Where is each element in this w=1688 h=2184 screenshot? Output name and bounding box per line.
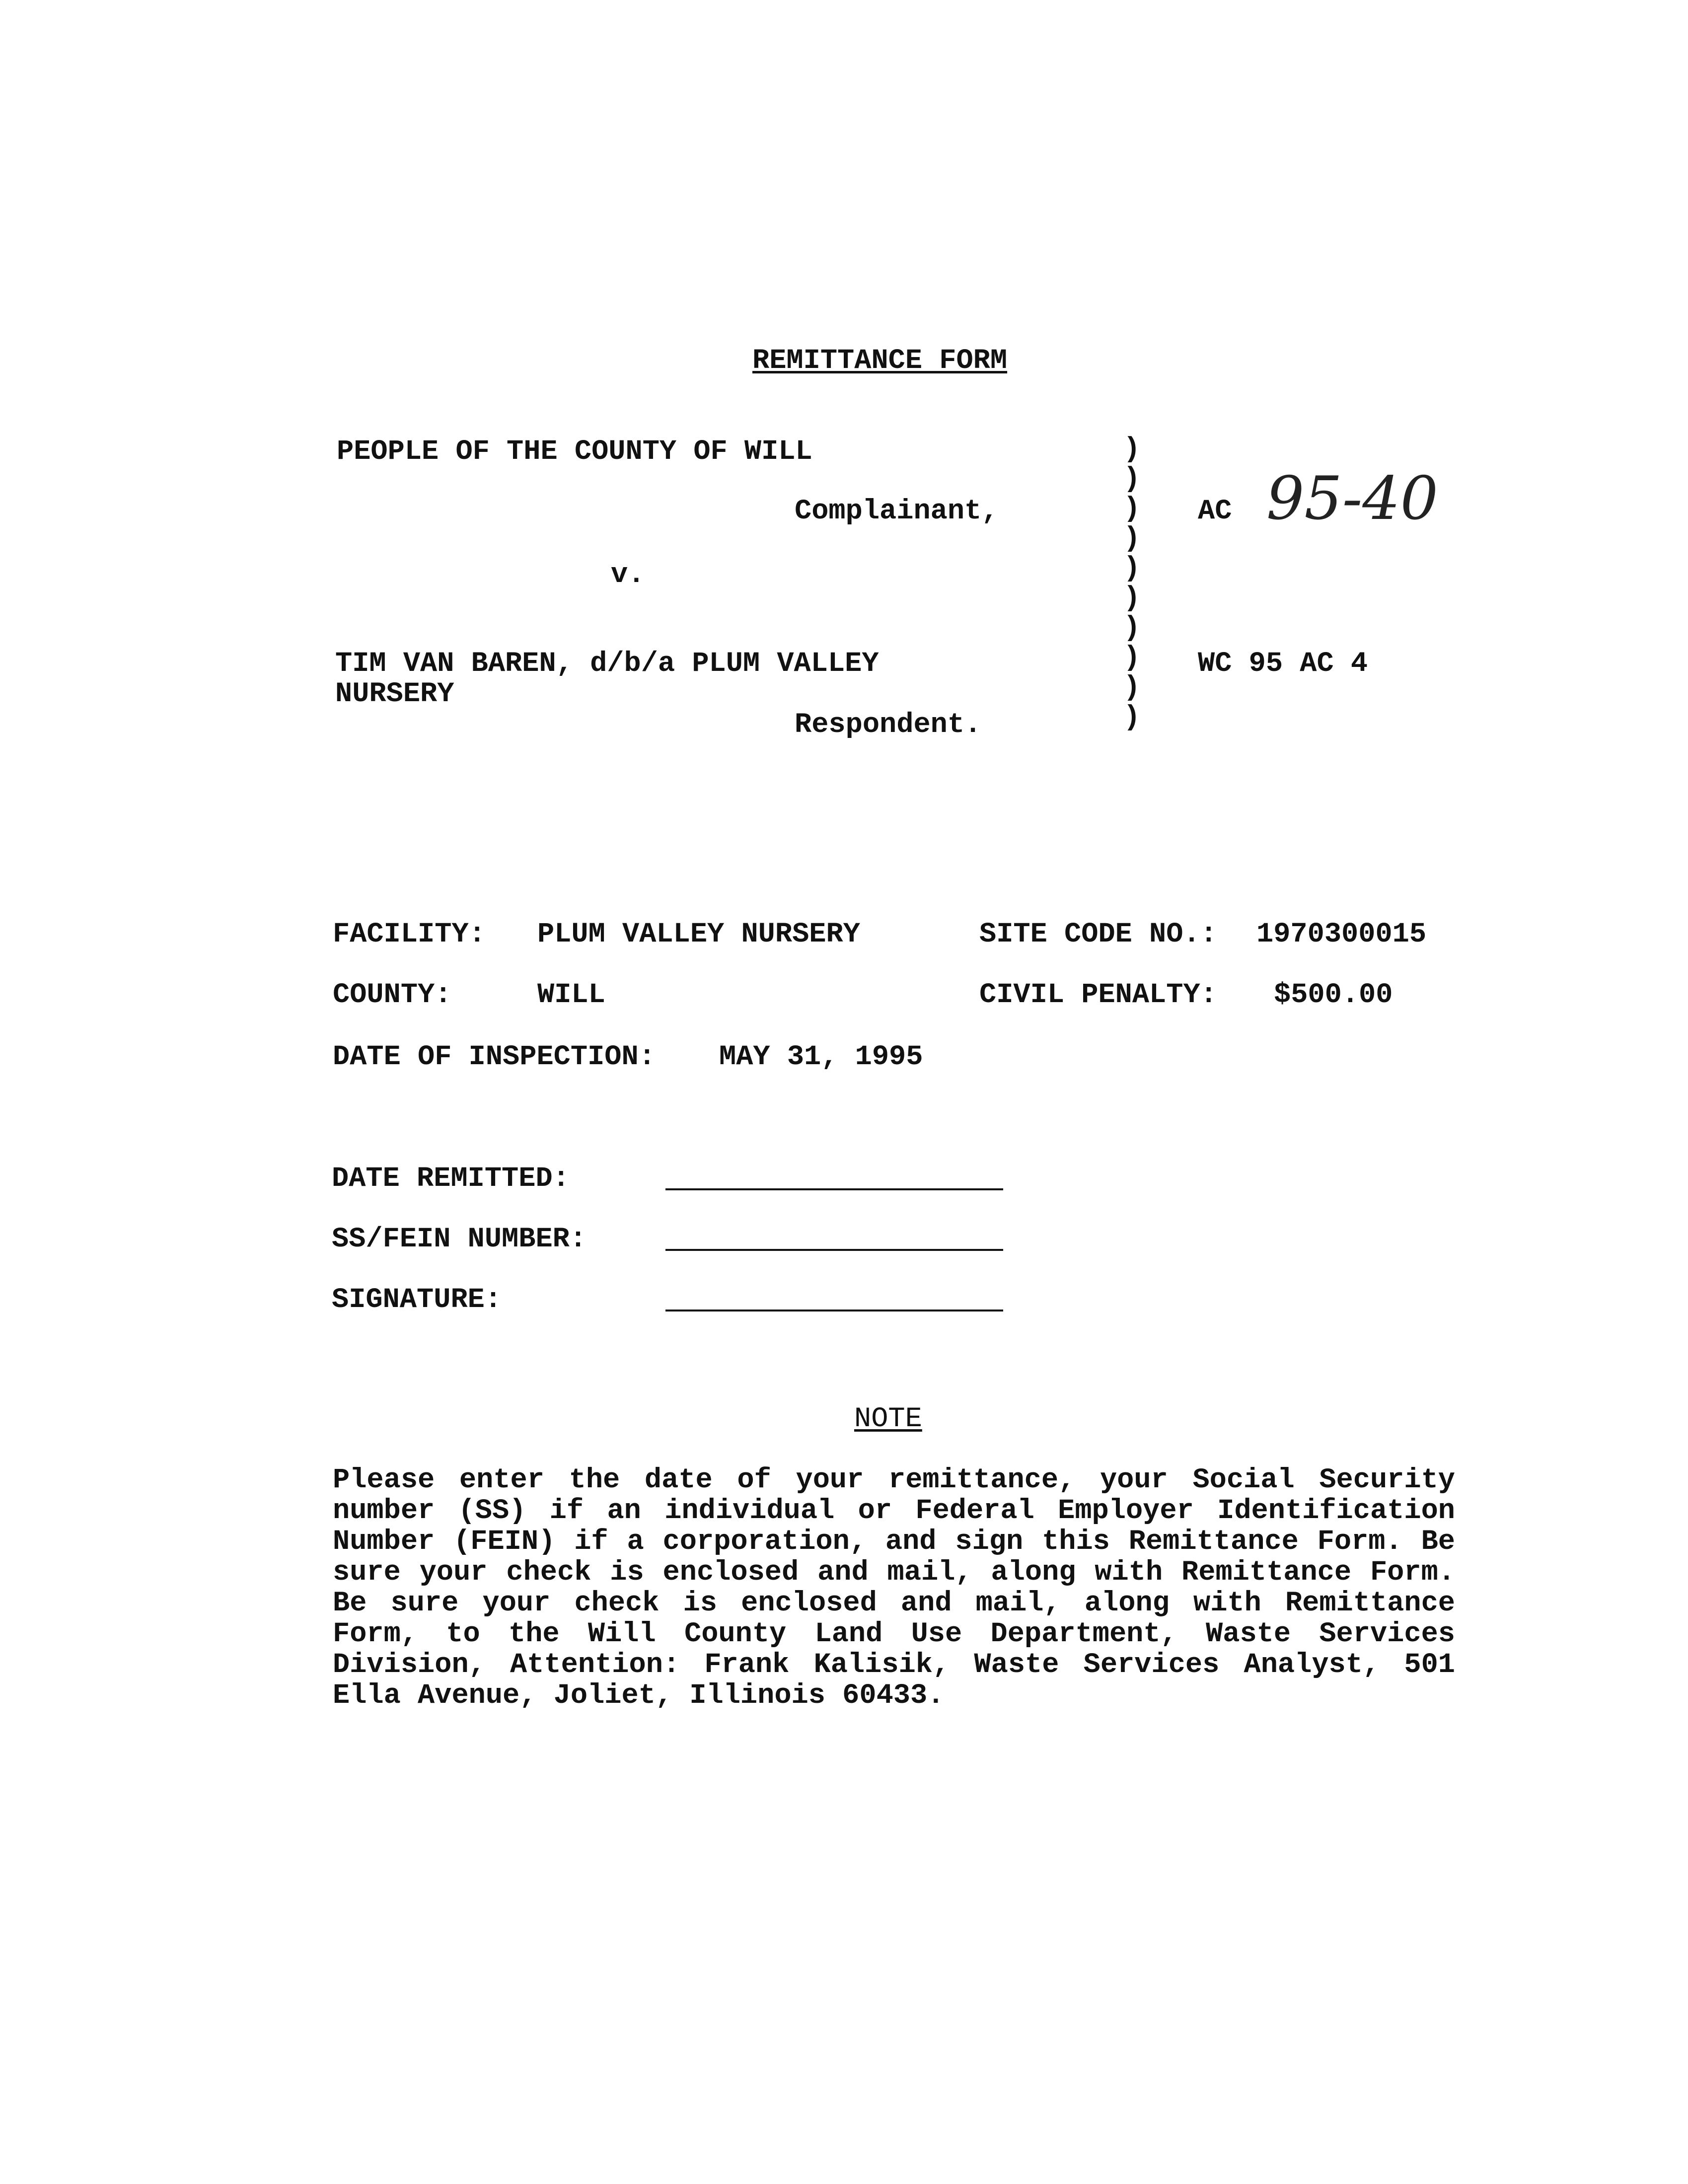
inspection-date-label: DATE OF INSPECTION: [333,1041,656,1073]
inspection-date-value: MAY 31, 1995 [719,1041,923,1073]
form-title: REMITTANCE FORM [752,345,1008,377]
versus-label: v. [611,559,645,591]
note-title: NOTE [854,1403,922,1435]
ac-label: AC [1198,496,1232,527]
handwritten-case-number: 95-40 [1266,464,1438,533]
civil-penalty-value: $500.00 [1274,979,1393,1011]
signature-line[interactable] [665,1310,1003,1311]
note-body: Please enter the date of your remittance, your Social Security number (SS) if an individual or Federal Employer Identification Number (FEIN) if a corporation, and sign this Remittance Form. Be sure your check is enclosed and mail, along with Remittance Form. Be sure your check is enclosed and mail, along with Remittance Form, to the Will County Land Use Department, Waste Services Division, Attention: Frank Kalisik, Waste Services Analyst, 501 Ella Avenue, Joliet, Illinois 60433. [333,1464,1455,1712]
wc-case-number: WC 95 AC 4 [1198,648,1368,680]
date-remitted-label: DATE REMITTED: [332,1163,570,1195]
site-code-label: SITE CODE NO.: [979,919,1217,950]
facility-label: FACILITY: [333,919,486,950]
respondent-name-line1: TIM VAN BAREN, d/b/a PLUM VALLEY [335,648,879,680]
ss-fein-label: SS/FEIN NUMBER: [332,1224,587,1255]
county-label: COUNTY: [333,979,452,1011]
date-remitted-line[interactable] [665,1188,1003,1190]
facility-value: PLUM VALLEY NURSERY [537,919,860,950]
complainant-label: Complainant, [795,496,999,527]
respondent-label: Respondent. [795,709,982,741]
respondent-name-line2: NURSERY [335,678,454,710]
site-code-value: 1970300015 [1256,919,1427,950]
complainant-name: PEOPLE OF THE COUNTY OF WILL [337,436,812,468]
county-value: WILL [537,979,605,1011]
signature-label: SIGNATURE: [332,1284,502,1316]
caption-parentheses: ) ) ) ) ) ) ) ) ) ) [1123,434,1141,733]
ss-fein-line[interactable] [665,1249,1003,1251]
civil-penalty-label: CIVIL PENALTY: [979,979,1217,1011]
